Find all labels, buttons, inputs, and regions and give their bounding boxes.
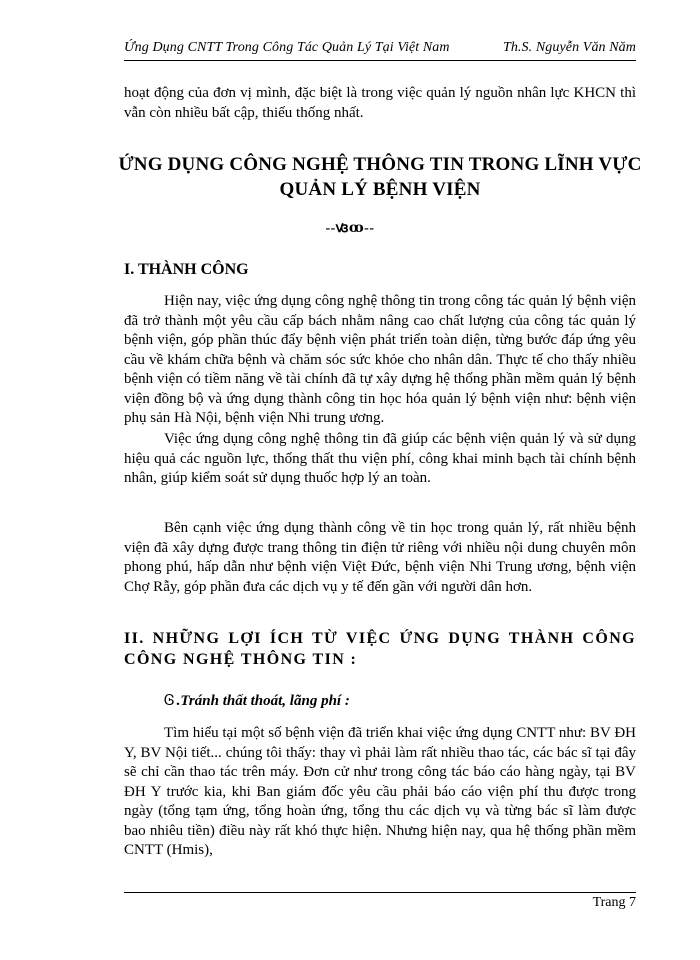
- section-heading-success: I. THÀNH CÔNG: [124, 261, 249, 278]
- running-header: [124, 40, 636, 61]
- header-author: Th.S. Nguyễn Văn Năm: [502, 40, 636, 55]
- section1-paragraph-3: Bên cạnh việc ứng dụng thành công về tin học trong quản lý, rất nhiều bệnh viện đã xây dựng được trang thông tin điện tử riêng với nhiều nội dung chuyên môn phong phú, hấp dẫn như bệnh viện Việt Đức, bệnh viện Nhi Trung ương, bệnh viện Chợ Rẫy, góp phần đưa các dịch vụ y tế đến gần với người dân hơn.: [124, 520, 636, 595]
- section1-paragraph-1: Hiện nay, việc ứng dụng công nghệ thông tin trong công tác quản lý bệnh viện đã trở thành một yêu cầu cấp bách nhằm nâng cao chất lượng của công tác quản lý bệnh viện, góp phần thúc đẩy bệnh viện phát triển toàn diện, từng bước đáp ứng yêu cầu về khám chữa bệnh và chăm sóc sức khỏe cho nhân dân. Thực tế cho thấy nhiều bệnh viện có tiềm năng về tài chính đã tự xây dựng hệ thống phần mềm quản lý bệnh viện đồng bộ và ứng dụng thành công tin học hóa quản lý bệnh viện như: bệnh viện phụ sản Hà Nội, bệnh viện Nhi trung ương.: [124, 293, 636, 426]
- section1-paragraph-2: Việc ứng dụng công nghệ thông tin đã giúp các bệnh viện quản lý và sử dụng hiệu quả các nguồn lực, thống thất thu viện phí, công khai minh bạch tài chính bệnh nhân, giúp kiểm soát sử dụng thuốc hợp lý an toàn.: [124, 431, 636, 486]
- subheading-text: .Tránh thất thoát, lãng phí :: [176, 693, 350, 709]
- section2-paragraph-1: Tìm hiểu tại một số bệnh viện đã triển khai việc ứng dụng CNTT như: BV ĐH Y, BV Nội tiết... chúng tôi thấy: thay vì phải làm rất nhiều thao tác, các bác sĩ tại đây sẽ chỉ cần thao tác trên máy. Đơn cử như trong công tác báo cáo hàng ngày, tại BV ĐH Y trước kia, khi Ban giám đốc yêu cầu phải báo cáo viện phí thu được trong ngày (tổng tạm ứng, tổng hoàn ứng, tổng thu các dịch vụ và từng bác sĩ làm được bao nhiêu tiền) điều này rất khó thực hiện. Nhưng hiện nay, qua hệ thống phần mềm CNTT (Hmis),: [124, 725, 636, 858]
- subheading-avoid-waste: [164, 692, 350, 710]
- page-title: ỨNG DỤNG CÔNG NGHỆ THÔNG TIN TRONG LĨNH VỰC QUẢN LÝ BỆNH VIỆN: [118, 154, 642, 200]
- intro-paragraph: hoạt động của đơn vị mình, đặc biệt là trong việc quản lý nguồn nhân lực KHCN thì vẫn còn nhiều bất cập, thiếu thống nhất.: [124, 85, 636, 121]
- section-heading-benefits: II. NHỮNG LỢI ÍCH TỪ VIỆC ỨNG DỤNG THÀNH CÔNG CÔNG NGHỆ THÔNG TIN :: [124, 630, 636, 668]
- page-number: Trang 7: [592, 895, 636, 910]
- title-ornament: --ꟃꝏ--: [325, 221, 375, 236]
- header-document-title: Ứng Dụng CNTT Trong Công Tác Quản Lý Tại Việt Nam: [124, 40, 450, 55]
- page-footer: [124, 892, 636, 911]
- bullet-symbol-icon: Ꮆ: [164, 693, 175, 709]
